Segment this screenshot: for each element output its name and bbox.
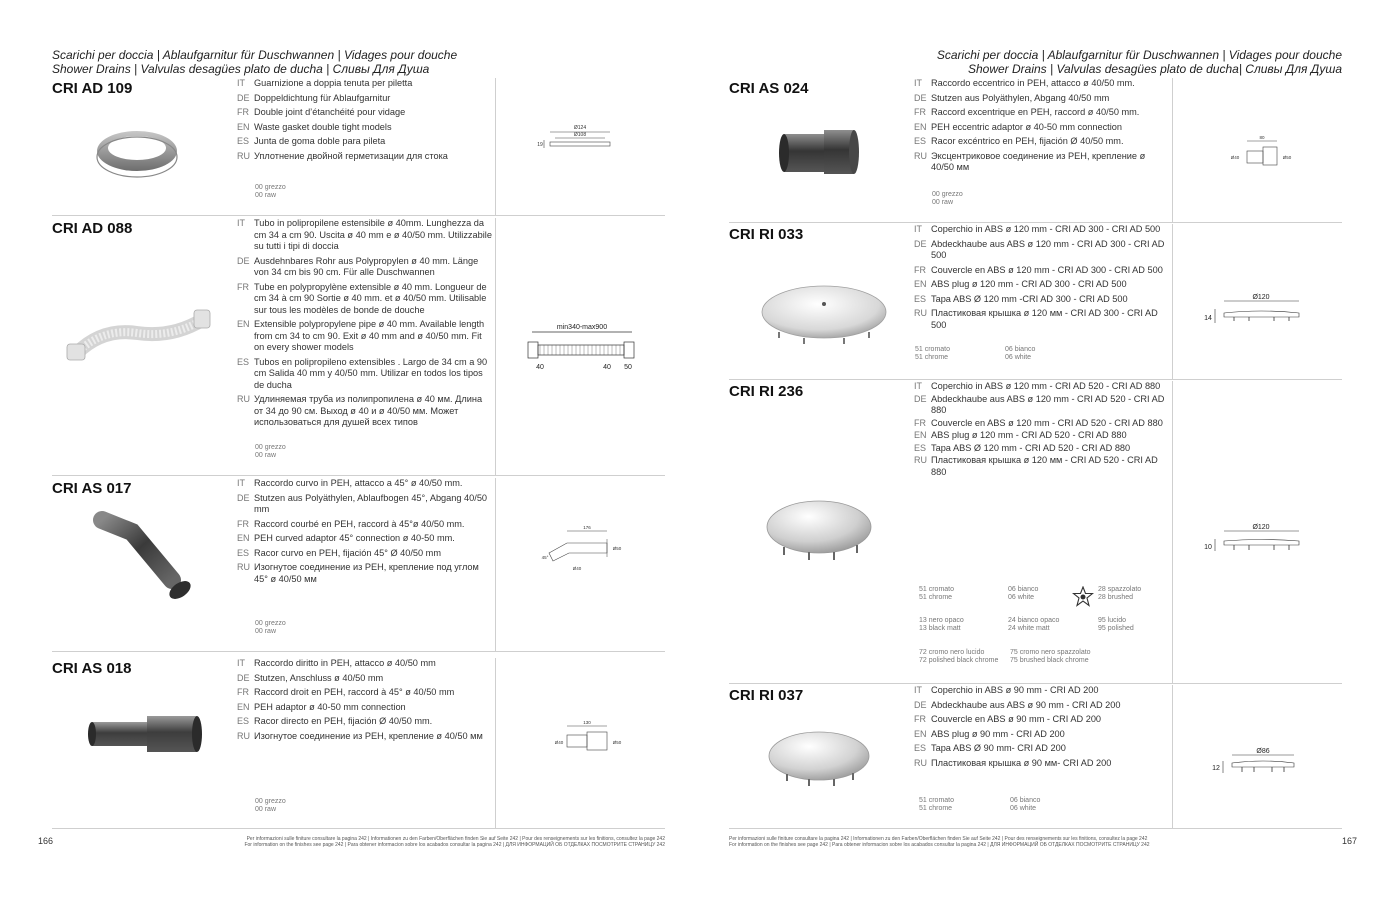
product-block-cri-ad-109 <box>52 78 665 216</box>
description-row-en: EN PEH adaptor ø 40-50 mm connection <box>237 701 406 712</box>
page-number: 166 <box>38 836 54 846</box>
description-row-fr: FR Couvercle en ABS ø 120 mm - CRI AD 520 - CRI AD 880 <box>914 417 1163 428</box>
description-row-it: IT Coperchio in ABS ø 120 mm - CRI AD 300 - CRI AD 500 <box>914 224 1161 234</box>
description-list <box>237 658 492 745</box>
finish-label: 00 grezzo 00 raw <box>255 444 286 459</box>
brushed-finish-star-icon <box>1072 586 1094 608</box>
finish-option: 13 nero opaco 13 black matt <box>919 617 964 632</box>
header-line-1: Scarichi per doccia | Ablaufgarnitur für Duschwannen | Vidages pour douche <box>52 48 458 62</box>
product-block-cri-ad-088 <box>52 218 665 476</box>
finish-option: 51 cromato 51 chrome <box>915 346 951 361</box>
column-divider <box>495 78 496 215</box>
dim-label-b: 14 <box>1204 315 1212 322</box>
dim-label-a: min340-max900 <box>556 324 608 331</box>
description-list <box>914 224 1169 334</box>
finish-option: 06 bianco 06 white <box>1010 797 1041 812</box>
finish-option: 51 cromato 51 chrome <box>919 797 955 812</box>
dim-label-a: 130 <box>583 720 591 725</box>
description-list <box>237 478 492 588</box>
dim-label-c: 19 <box>537 142 543 148</box>
product-block-cri-ri-037 <box>729 685 1342 829</box>
description-list <box>914 381 1169 479</box>
description-row-de: DE Stutzen aus Polyäthylen, Abgang 40/50 mm <box>914 92 1110 103</box>
description-row-es: ES Racor excéntrico en PEH, fijación Ø 40/50 mm. <box>914 136 1124 146</box>
finish-option: 06 bianco 06 white <box>1005 346 1036 361</box>
description-row-fr: FR Tube en polypropylène extensible ø 40 mm. Longueur de cm 34 à cm 90 Sortie ø 40 mm. et ø 40/50 mm. Utilisable sur tous les modèles de bonde de douche <box>237 281 487 315</box>
straight-adaptor-photo <box>62 698 212 778</box>
technical-drawing <box>1199 289 1319 334</box>
product-block-cri-ri-236 <box>729 381 1342 684</box>
description-row-fr: FR Raccord courbé en PEH, raccord à 45°ø 40/50 mm. <box>237 518 465 529</box>
description-row-es: ES Racor directo en PEH, fijación Ø 40/50 mm. <box>237 716 433 726</box>
technical-drawing <box>530 120 630 155</box>
description-row-ru: RU Пластиковая крышка ø 120 мм - CRI AD 300 - CRI AD 500 <box>914 308 1158 330</box>
description-row-en: EN ABS plug ø 120 mm - CRI AD 520 - CRI AD 880 <box>914 430 1127 440</box>
product-block-cri-ri-033 <box>729 224 1342 380</box>
finish-option: 51 cromato 51 chrome <box>919 586 955 601</box>
page-number: 167 <box>1342 836 1358 846</box>
technical-drawing <box>537 523 627 578</box>
product-code: CRI RI 033 <box>729 226 804 243</box>
dim-label-d: 45° <box>541 555 549 560</box>
column-divider <box>1172 78 1173 222</box>
dim-label-a: 80 <box>1259 135 1265 140</box>
description-row-en: EN Extensible polypropylene pipe ø 40 mm. Available length from cm 34 to cm 90. Exit ø 40 mm and ø 40/50 mm. Fit on every shower models <box>237 319 485 352</box>
description-row-fr: FR Couvercle en ABS ø 120 mm - CRI AD 300 - CRI AD 500 <box>914 264 1163 275</box>
dim-label-b: 12 <box>1212 765 1220 772</box>
description-row-en: EN ABS plug ø 90 mm - CRI AD 200 <box>914 728 1065 739</box>
description-row-ru: RU Изогнутое соединение из PEH, крепление под углом 45° ø 40/50 мм <box>237 562 479 584</box>
description-row-ru: RU Пластиковая крышка ø 120 мм - CRI AD 520 - CRI AD 880 <box>914 455 1158 477</box>
page-header <box>52 48 457 76</box>
description-list <box>914 78 1169 177</box>
dim-label-a: Ø120 <box>1252 294 1270 301</box>
description-list <box>237 218 492 432</box>
description-row-en: EN Waste gasket double tight models <box>237 121 392 132</box>
column-divider <box>495 658 496 828</box>
dim-label-d: 50 <box>624 364 632 371</box>
description-row-es: ES Tubos en polipropileno extensibles . Largo de 34 cm a 90 cm Salida 40 mm y 40/50 mm. Utilizar en todos los tipos de ducha <box>237 356 488 390</box>
page-header <box>937 48 1342 76</box>
column-divider <box>1172 224 1173 379</box>
column-divider <box>495 218 496 475</box>
description-row-fr: FR Couvercle en ABS ø 90 mm - CRI AD 200 <box>914 714 1102 724</box>
dim-label-b: Ø40 <box>1230 155 1240 160</box>
plug-cover-photo <box>739 730 899 790</box>
description-row-es: ES Tapa ABS Ø 120 mm -CRI AD 300 - CRI AD 500 <box>914 293 1128 304</box>
finish-option: 72 cromo nero lucido 72 polished black chrome <box>919 649 999 664</box>
technical-drawing <box>1204 743 1314 783</box>
description-row-de: DE Stutzen aus Polyäthylen, Ablaufbogen 45°, Abgang 40/50 mm <box>237 492 488 514</box>
description-row-it: IT Raccordo eccentrico in PEH, attacco ø 40/50 mm. <box>914 78 1135 88</box>
description-row-fr: FR Double joint d’étanchéité pour vidage <box>237 107 406 117</box>
dim-label-a: Ø120 <box>1252 524 1270 531</box>
finish-option: 28 spazzolato 28 brushed <box>1098 586 1142 601</box>
product-block-cri-as-017 <box>52 478 665 652</box>
description-row-es: ES Junta de goma doble para pileta <box>237 136 386 146</box>
description-row-fr: FR Raccord excentrique en PEH, raccord ø 40/50 mm. <box>914 107 1140 117</box>
finish-option: 95 lucido 95 polished <box>1098 617 1134 632</box>
description-row-en: EN PEH curved adaptor 45° connection ø 40-50 mm. <box>237 533 455 543</box>
technical-drawing <box>547 718 627 758</box>
dim-label-c: Ø50 <box>1282 155 1292 160</box>
product-code: CRI AD 109 <box>52 80 133 97</box>
description-list <box>237 78 492 165</box>
description-row-it: IT Coperchio in ABS ø 120 mm - CRI AD 520 - CRI AD 880 <box>914 381 1161 391</box>
finish-label: 00 grezzo 00 raw <box>255 184 286 199</box>
page-footer: Per informazioni sulle finiture consultare la pagina 242 | Informationen zu den Farben/Oberflächen finden Sie auf Seite 242 | Pour des renseignements sur les finitions, consultez la page 242 For information on the finishes see page 242 | Para obtener informacion sobre los acabados consultar la pagina 242 | ДЛЯ ИНФОРМАЦИЙ ОБ ОТДЕЛКАХ ПОСМОТРИТЕ СТРАНИЦУ 242 <box>244 836 665 848</box>
gasket-photo <box>62 113 212 193</box>
dim-label-c: Ø40 <box>572 566 582 571</box>
product-code: CRI AS 024 <box>729 80 809 97</box>
description-row-de: DE Stutzen, Anschluss ø 40/50 mm <box>237 672 384 683</box>
flexible-pipe-photo <box>62 298 212 378</box>
finish-option: 75 cromo nero spazzolato 75 brushed black chrome <box>1010 649 1091 664</box>
finish-label: 00 grezzo 00 raw <box>932 191 963 206</box>
description-row-ru: RU Удлиняемая труба из полипропилена ø 40 мм. Длина от 34 до 90 см. Выход ø 40 и ø 40/50 мм. Может использоваться для душей всех типов <box>237 394 483 427</box>
column-divider <box>1172 685 1173 828</box>
dim-label-a: Ø124 <box>573 125 587 131</box>
description-row-it: IT Raccordo diritto in PEH, attacco ø 40/50 mm <box>237 658 436 668</box>
description-row-it: IT Tubo in polipropilene estensibile ø 40mm. Lunghezza da cm 34 a cm 90. Uscita ø 40 mm e ø 40/50 mm. Utilizzabile su tutti i tipi di doccia <box>237 218 492 251</box>
right-page <box>697 0 1394 901</box>
dim-label-c: Ø50 <box>612 740 622 745</box>
product-block-cri-as-018 <box>52 658 665 829</box>
description-row-de: DE Abdeckhaube aus ABS ø 90 mm - CRI AD 200 <box>914 699 1121 710</box>
description-row-ru: RU Эксцентриковое соединение из PEH, крепление ø 40/50 мм <box>914 150 1146 172</box>
technical-drawing <box>522 318 642 378</box>
product-code: CRI AS 017 <box>52 480 132 497</box>
description-row-de: DE Doppeldichtung für Ablaufgarnitur <box>237 92 391 103</box>
product-code: CRI RI 236 <box>729 383 804 400</box>
dim-label-b: Ø40 <box>554 740 564 745</box>
description-row-it: IT Raccordo curvo in PEH, attacco a 45° ø 40/50 mm. <box>237 478 463 488</box>
curved-adaptor-photo <box>62 510 212 600</box>
product-code: CRI AD 088 <box>52 220 133 237</box>
description-row-de: DE Ausdehnbares Rohr aus Polypropylen ø 40 mm. Länge von 34 cm bis 90 cm. Für alle Duschwannen <box>237 255 479 277</box>
description-row-es: ES Tapa ABS Ø 90 mm- CRI AD 200 <box>914 743 1066 753</box>
product-code: CRI RI 037 <box>729 687 804 704</box>
finish-label: 00 grezzo 00 raw <box>255 620 286 635</box>
description-row-de: DE Abdeckhaube aus ABS ø 120 mm - CRI AD 300 - CRI AD 500 <box>914 238 1165 260</box>
description-row-ru: RU Уплотнение двойной герметизации для стока <box>237 150 448 161</box>
dim-label-b: Ø108 <box>573 132 587 138</box>
description-row-es: ES Tapa ABS Ø 120 mm - CRI AD 520 - CRI AD 880 <box>914 442 1131 453</box>
dim-label-c: 40 <box>603 364 611 371</box>
dim-label-a: Ø86 <box>1256 748 1270 755</box>
description-row-en: EN PEH eccentric adaptor ø 40-50 mm connection <box>914 121 1122 132</box>
plug-cover-photo <box>739 282 899 362</box>
description-row-ru: RU Пластиковая крышка ø 90 мм- CRI AD 200 <box>914 757 1112 768</box>
description-row-en: EN ABS plug ø 120 mm - CRI AD 300 - CRI AD 500 <box>914 279 1127 289</box>
finish-option: 24 bianco opaco 24 white matt <box>1008 617 1060 632</box>
finish-option: 06 bianco 06 white <box>1008 586 1039 601</box>
description-list <box>914 685 1169 772</box>
description-row-it: IT Guarnizione a doppia tenuta per piletta <box>237 78 413 88</box>
header-line-2: Shower Drains | Valvulas desagües plato de ducha | Сливы Для Душа <box>52 62 430 76</box>
dim-label-a: 176 <box>583 525 591 530</box>
finish-label: 00 grezzo 00 raw <box>255 798 286 813</box>
dim-label-b: 40 <box>536 364 544 371</box>
dim-label-b: Ø50 <box>612 546 622 551</box>
description-row-it: IT Coperchio in ABS ø 90 mm - CRI AD 200 <box>914 685 1099 695</box>
description-row-ru: RU Изогнутое соединение из PEH, крепление ø 40/50 мм <box>237 730 483 741</box>
header-line-1: Scarichi per doccia | Ablaufgarnitur für Duschwannen | Vidages pour douche <box>936 48 1342 62</box>
column-divider <box>1172 381 1173 683</box>
technical-drawing <box>1219 133 1299 173</box>
product-code: CRI AS 018 <box>52 660 132 677</box>
eccentric-adaptor-photo <box>739 118 889 198</box>
description-row-fr: FR Raccord droit en PEH, raccord à 45° ø 40/50 mm <box>237 687 455 697</box>
header-line-2: Shower Drains | Valvulas desagües plato de ducha| Сливы Для Душа <box>967 62 1342 76</box>
description-row-es: ES Racor curvo en PEH, fijación 45° Ø 40/50 mm <box>237 547 441 558</box>
page-footer: Per informazioni sulle finiture consultare la pagina 242 | Informationen zu den Farben/Oberflächen finden Sie auf Seite 242 | Pour des renseignements sur les finitions, consultez la page 242 For information on the finishes see page 242 | Para obtener informacion sobre los acabados consultar la pagina 242 | ДЛЯ ИНФОРМАЦИЙ ОБ ОТДЕЛКАХ ПОСМОТРИТЕ СТРАНИЦУ 242 <box>729 836 1150 848</box>
product-block-cri-as-024 <box>729 78 1342 223</box>
column-divider <box>495 478 496 651</box>
plug-cover-photo <box>739 499 899 564</box>
dim-label-b: 10 <box>1204 544 1212 551</box>
technical-drawing <box>1199 519 1319 564</box>
description-row-de: DE Abdeckhaube aus ABS ø 120 mm - CRI AD 520 - CRI AD 880 <box>914 393 1165 415</box>
